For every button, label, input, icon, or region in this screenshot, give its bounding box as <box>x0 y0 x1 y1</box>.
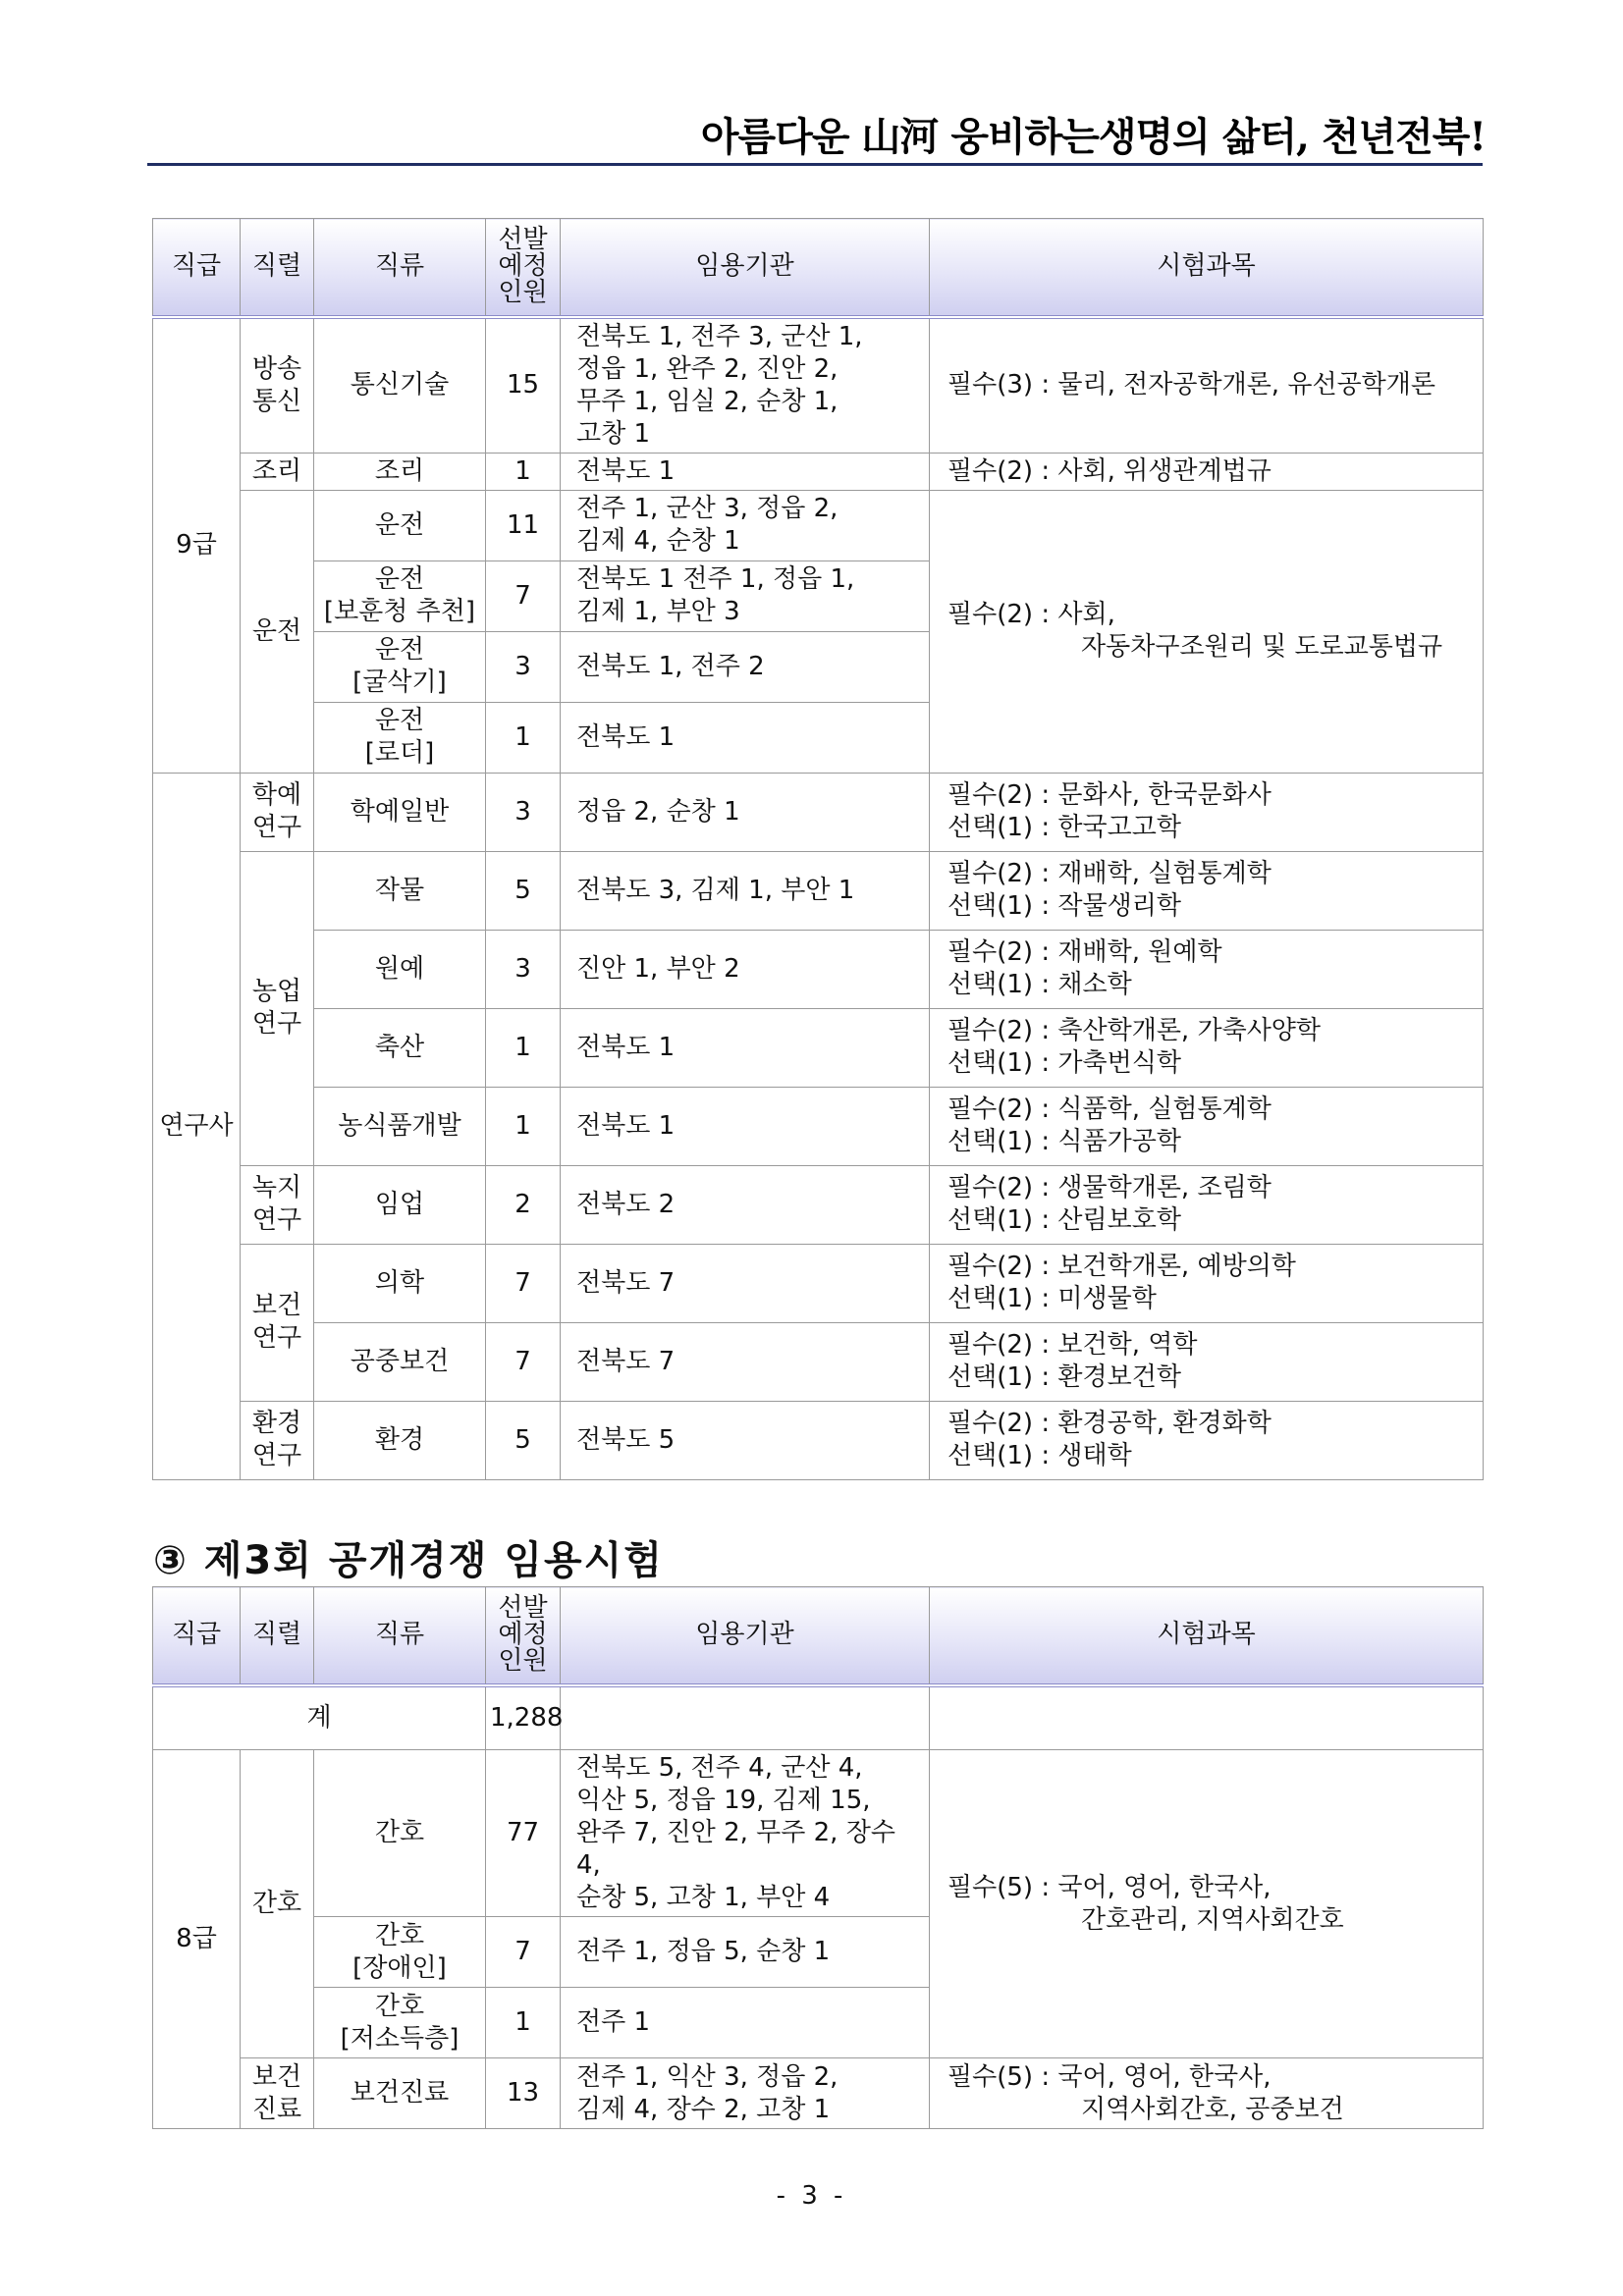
col-count-line: 선발 <box>498 225 548 255</box>
subjects-line: 선택(1) : 작물생리학 <box>947 891 1181 921</box>
col-agency: 임용기관 <box>561 1587 930 1685</box>
class-line: 운전 <box>374 564 425 594</box>
subjects-line: 선택(1) : 미생물학 <box>947 1284 1157 1313</box>
page-number: - 3 - <box>776 2181 847 2211</box>
col-series: 직렬 <box>241 1587 314 1685</box>
count-cell: 13 <box>486 2058 561 2129</box>
total-value: 1,288 <box>486 1685 561 1750</box>
agency-cell: 전북도 5 <box>561 1401 930 1479</box>
subjects-line: 선택(1) : 산림보호학 <box>947 1205 1181 1235</box>
count-cell: 7 <box>486 561 561 631</box>
agency-line: 김제 1, 부안 3 <box>576 597 740 626</box>
series-cell <box>241 851 314 1165</box>
agency-cell <box>561 561 930 631</box>
count-cell: 1 <box>486 702 561 773</box>
count-cell: 3 <box>486 930 561 1008</box>
subjects-line: 간호관리, 지역사회간호 <box>1081 1904 1344 1935</box>
agency-line: 전북도 1, 전주 3, 군산 1, <box>576 321 863 351</box>
agency-cell: 전북도 1, 전주 2 <box>561 631 930 702</box>
class-line: [저소득층] <box>340 2023 460 2054</box>
class-cell: 통신기술 <box>314 317 486 454</box>
table-row <box>153 453 1484 490</box>
series-line: 통신 <box>251 386 302 416</box>
table-row <box>153 1401 1484 1479</box>
count-cell: 15 <box>486 317 561 454</box>
table-row <box>153 1008 1484 1087</box>
agency-cell: 전북도 1 <box>561 702 930 773</box>
header-rule <box>147 163 1483 166</box>
series-cell <box>241 1165 314 1244</box>
agency-cell: 전북도 7 <box>561 1322 930 1401</box>
subjects-line: 필수(2) : 보건학개론, 예방의학 <box>947 1252 1296 1281</box>
series-line: 농업 <box>251 977 302 1006</box>
series-line: 연구 <box>251 1205 302 1235</box>
count-cell: 3 <box>486 631 561 702</box>
agency-line: 전주 1, 익산 3, 정읍 2, <box>576 2061 839 2092</box>
agency-cell <box>561 1685 930 1750</box>
agency-line: 김제 4, 장수 2, 고창 1 <box>576 2094 831 2124</box>
count-cell: 77 <box>486 1750 561 1917</box>
class-line: 운전 <box>374 635 425 665</box>
agency-cell: 전북도 1 <box>561 453 930 490</box>
col-count-line: 선발 <box>498 1593 548 1624</box>
count-cell: 2 <box>486 1165 561 1244</box>
table-row <box>153 851 1484 930</box>
subjects-cell <box>930 1322 1484 1401</box>
series-line: 보건 <box>251 2061 302 2092</box>
series-cell <box>241 317 314 454</box>
table-row <box>153 1165 1484 1244</box>
subjects-line: 필수(2) : 재배학, 실험통계학 <box>947 859 1271 888</box>
grade-cell: 8급 <box>153 1750 241 2129</box>
series-line: 보건 <box>251 1291 302 1320</box>
class-cell: 보건진료 <box>314 2058 486 2129</box>
agency-cell: 전북도 2 <box>561 1165 930 1244</box>
series-cell <box>241 1244 314 1401</box>
table-row <box>153 2058 1484 2129</box>
class-cell <box>314 1988 486 2058</box>
class-line: 운전 <box>374 706 425 735</box>
class-line: [로더] <box>364 738 435 768</box>
col-class: 직류 <box>314 219 486 317</box>
agency-line: 순창 5, 고창 1, 부안 4 <box>576 1883 831 1912</box>
agency-cell: 전북도 7 <box>561 1244 930 1322</box>
total-label: 계 <box>153 1685 486 1750</box>
series-cell <box>241 1401 314 1479</box>
col-count <box>486 1587 561 1685</box>
table-row <box>153 1087 1484 1165</box>
class-cell: 축산 <box>314 1008 486 1087</box>
series-line: 진료 <box>251 2094 302 2124</box>
agency-cell <box>561 2058 930 2129</box>
subjects-line: 자동차구조원리 및 도로교통법규 <box>1081 632 1443 662</box>
agency-cell <box>561 317 930 454</box>
series-line: 방송 <box>251 353 302 384</box>
subjects-line: 선택(1) : 식품가공학 <box>947 1127 1181 1156</box>
class-cell: 간호 <box>314 1750 486 1917</box>
col-series: 직렬 <box>241 219 314 317</box>
col-subjects: 시험과목 <box>930 1587 1484 1685</box>
subjects-line: 선택(1) : 채소학 <box>947 970 1132 999</box>
table-row <box>153 1322 1484 1401</box>
agency-line: 완주 7, 진안 2, 무주 2, 장수 4, <box>576 1818 895 1880</box>
subjects-line: 필수(2) : 재배학, 원예학 <box>947 937 1222 967</box>
class-cell: 의학 <box>314 1244 486 1322</box>
class-cell <box>314 631 486 702</box>
col-count-line: 인원 <box>498 278 548 308</box>
agency-cell: 전북도 3, 김제 1, 부안 1 <box>561 851 930 930</box>
col-grade: 직급 <box>153 1587 241 1685</box>
class-line: [장애인] <box>352 1952 447 1983</box>
col-subjects: 시험과목 <box>930 219 1484 317</box>
agency-cell <box>561 490 930 561</box>
class-cell: 공중보건 <box>314 1322 486 1401</box>
subjects-line: 필수(5) : 국어, 영어, 한국사, <box>947 1872 1271 1902</box>
count-cell: 1 <box>486 1087 561 1165</box>
agency-cell: 진안 1, 부안 2 <box>561 930 930 1008</box>
count-cell: 5 <box>486 851 561 930</box>
subjects-cell <box>930 1087 1484 1165</box>
class-cell: 작물 <box>314 851 486 930</box>
subjects-line: 선택(1) : 환경보건학 <box>947 1362 1181 1392</box>
count-cell: 5 <box>486 1401 561 1479</box>
class-cell: 조리 <box>314 453 486 490</box>
subjects-cell <box>930 773 1484 851</box>
series-line: 녹지 <box>251 1173 302 1202</box>
subjects-line: 필수(2) : 축산학개론, 가축사양학 <box>947 1016 1322 1045</box>
subjects-line: 필수(5) : 국어, 영어, 한국사, <box>947 2061 1271 2092</box>
class-cell <box>314 1917 486 1988</box>
agency-cell: 전북도 1 <box>561 1008 930 1087</box>
series-line: 연구 <box>251 1009 302 1039</box>
header-slogan: 아름다운 山河 웅비하는생명의 삶터, 천년전북! <box>700 114 1486 160</box>
grade-cell: 9급 <box>153 317 241 774</box>
agency-cell <box>561 1750 930 1917</box>
col-grade: 직급 <box>153 219 241 317</box>
agency-cell: 정읍 2, 순창 1 <box>561 773 930 851</box>
series-line: 연구 <box>251 1441 302 1470</box>
subjects-line: 필수(2) : 사회, <box>947 600 1115 629</box>
subjects-line: 지역사회간호, 공중보건 <box>1081 2094 1344 2124</box>
recruitment-table-3 <box>152 1586 1484 2129</box>
agency-line: 정읍 1, 완주 2, 진안 2, <box>576 353 839 384</box>
class-cell <box>314 702 486 773</box>
agency-line: 익산 5, 정읍 19, 김제 15, <box>576 1786 871 1815</box>
class-cell: 임업 <box>314 1165 486 1244</box>
subjects-cell <box>930 1685 1484 1750</box>
table-header-row <box>153 219 1484 317</box>
subjects-line: 선택(1) : 한국고고학 <box>947 813 1181 842</box>
class-line: [굴삭기] <box>352 667 447 697</box>
col-class: 직류 <box>314 1587 486 1685</box>
table-row <box>153 1244 1484 1322</box>
count-cell: 3 <box>486 773 561 851</box>
subjects-line: 필수(2) : 생물학개론, 조림학 <box>947 1173 1271 1202</box>
col-count-line: 인원 <box>498 1646 548 1677</box>
subjects-cell <box>930 1244 1484 1322</box>
table-header-row <box>153 1587 1484 1685</box>
subjects-line: 필수(2) : 식품학, 실험통계학 <box>947 1095 1271 1124</box>
section-title: ③ 제3회 공개경쟁 임용시험 <box>153 1538 664 1583</box>
agency-line: 김제 4, 순창 1 <box>576 526 740 556</box>
class-cell: 환경 <box>314 1401 486 1479</box>
col-count <box>486 219 561 317</box>
count-cell: 7 <box>486 1244 561 1322</box>
series-cell: 조리 <box>241 453 314 490</box>
series-line: 연구 <box>251 813 302 842</box>
count-cell: 7 <box>486 1322 561 1401</box>
agency-cell: 전주 1 <box>561 1988 930 2058</box>
series-line: 학예 <box>251 780 302 810</box>
subjects-cell <box>930 851 1484 930</box>
col-agency: 임용기관 <box>561 219 930 317</box>
table-row <box>153 490 1484 561</box>
count-cell: 7 <box>486 1917 561 1988</box>
subjects-line: 필수(2) : 환경공학, 환경화학 <box>947 1409 1271 1438</box>
table-row <box>153 773 1484 851</box>
agency-line: 전북도 5, 전주 4, 군산 4, <box>576 1753 863 1783</box>
count-cell: 1 <box>486 453 561 490</box>
class-cell: 농식품개발 <box>314 1087 486 1165</box>
class-line: [보훈청 추천] <box>323 597 476 626</box>
subjects-line: 필수(2) : 문화사, 한국문화사 <box>947 780 1271 810</box>
series-line: 연구 <box>251 1323 302 1353</box>
series-cell: 간호 <box>241 1750 314 2058</box>
series-line: 환경 <box>251 1409 302 1438</box>
col-count-line: 예정 <box>498 1620 548 1650</box>
subjects-cell: 필수(3) : 물리, 전자공학개론, 유선공학개론 <box>930 317 1484 454</box>
agency-cell: 전주 1, 정읍 5, 순창 1 <box>561 1917 930 1988</box>
count-cell: 1 <box>486 1988 561 2058</box>
subjects-cell <box>930 490 1484 773</box>
grade-cell: 연구사 <box>153 773 241 1479</box>
recruitment-table-2 <box>152 218 1484 1480</box>
subjects-line: 필수(2) : 보건학, 역학 <box>947 1330 1198 1360</box>
subjects-cell <box>930 2058 1484 2129</box>
agency-line: 전북도 1 전주 1, 정읍 1, <box>576 564 855 594</box>
agency-cell: 전북도 1 <box>561 1087 930 1165</box>
agency-line: 무주 1, 임실 2, 순창 1, <box>576 386 839 416</box>
class-cell <box>314 561 486 631</box>
subjects-cell: 필수(2) : 사회, 위생관계법규 <box>930 453 1484 490</box>
subjects-cell <box>930 1165 1484 1244</box>
class-cell: 운전 <box>314 490 486 561</box>
table-row <box>153 930 1484 1008</box>
series-cell <box>241 773 314 851</box>
class-line: 간호 <box>374 1991 425 2021</box>
subjects-cell <box>930 1750 1484 2058</box>
subjects-cell <box>930 930 1484 1008</box>
class-cell: 학예일반 <box>314 773 486 851</box>
subjects-cell <box>930 1008 1484 1087</box>
subjects-line: 선택(1) : 생태학 <box>947 1441 1132 1470</box>
subjects-line: 선택(1) : 가축번식학 <box>947 1048 1181 1078</box>
series-cell <box>241 2058 314 2129</box>
class-cell: 원예 <box>314 930 486 1008</box>
total-row <box>153 1685 1484 1750</box>
table-row <box>153 317 1484 454</box>
col-count-line: 예정 <box>498 251 548 282</box>
count-cell: 11 <box>486 490 561 561</box>
class-line: 간호 <box>374 1920 425 1950</box>
agency-line: 전주 1, 군산 3, 정읍 2, <box>576 494 839 523</box>
agency-line: 고창 1 <box>576 418 651 449</box>
table-row <box>153 1750 1484 1917</box>
count-cell: 1 <box>486 1008 561 1087</box>
subjects-cell <box>930 1401 1484 1479</box>
series-cell: 운전 <box>241 490 314 773</box>
